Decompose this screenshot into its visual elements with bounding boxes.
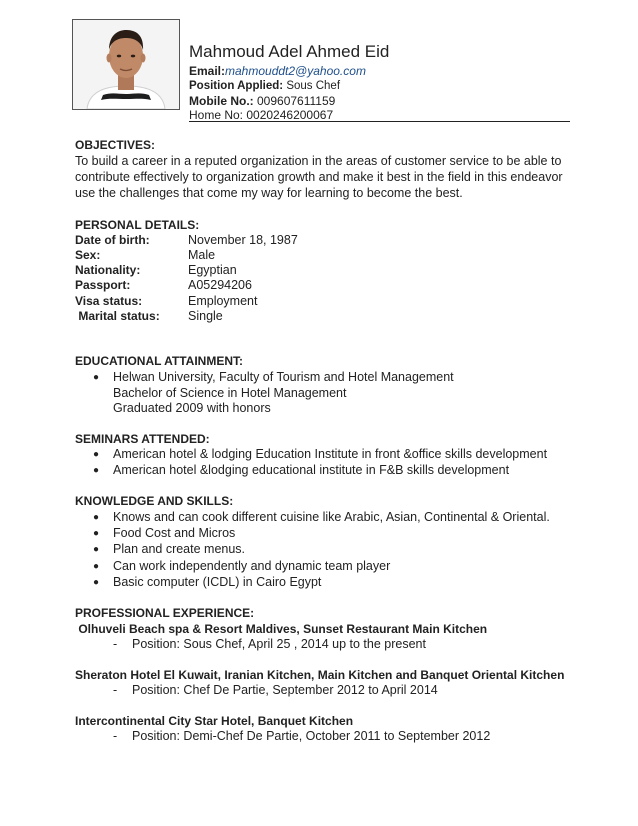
candidate-name: Mahmoud Adel Ahmed Eid (189, 42, 390, 61)
bullet-icon: ● (93, 512, 100, 523)
skill-item: Basic computer (ICDL) in Cairo Egypt (113, 575, 322, 589)
education-line: Bachelor of Science in Hotel Management (113, 386, 347, 400)
sex-value: Male (188, 248, 216, 262)
seminar-item: American hotel & lodging Education Institute in front &office skills development (113, 447, 548, 461)
job-employer: Intercontinental City Star Hotel, Banquet Kitchen (75, 714, 354, 728)
objectives-paragraph (75, 153, 565, 201)
dash-icon: - (113, 683, 118, 697)
profile-photo (72, 19, 180, 110)
skills-title: KNOWLEDGE AND SKILLS: (75, 494, 234, 508)
mobile-label: Mobile No.: (189, 94, 254, 108)
visa-status-value: Employment (188, 294, 258, 308)
person-portrait-icon (73, 20, 179, 109)
education-line: Graduated 2009 with honors (113, 401, 271, 415)
mobile-line (189, 94, 335, 108)
position-applied-line (189, 80, 340, 92)
education-title: EDUCATIONAL ATTAINMENT: (75, 354, 243, 368)
nationality-value: Egyptian (188, 263, 237, 277)
objective-line: use the challenges that come my way for learning to become the best. (75, 186, 463, 200)
dash-icon: - (113, 729, 118, 743)
bullet-icon: ● (93, 372, 100, 383)
seminar-item: American hotel &lodging educational institute in F&B skills development (113, 463, 510, 477)
marital-status-label: Marital status: (75, 309, 160, 323)
personal-details-title: PERSONAL DETAILS: (75, 218, 200, 232)
passport-label: Passport: (75, 278, 131, 292)
marital-status-value: Single (188, 309, 223, 323)
objective-line: contribute effectively to organization growth and make it best in the field in this endeavor (75, 170, 563, 184)
job-position: Position: Demi-Chef De Partie, October 2011 to September 2012 (132, 729, 491, 743)
bullet-icon: ● (93, 544, 100, 555)
header-divider (189, 121, 570, 122)
job-position: Position: Chef De Partie, September 2012 to April 2014 (132, 683, 438, 697)
sex-label: Sex: (75, 248, 101, 262)
experience-title: PROFESSIONAL EXPERIENCE: (75, 606, 255, 620)
job-employer: Sheraton Hotel El Kuwait, Iranian Kitchen, Main Kitchen and Banquet Oriental Kitchen (75, 668, 565, 682)
nationality-label: Nationality: (75, 263, 141, 277)
education-line: Helwan University, Faculty of Tourism and Hotel Management (113, 370, 454, 384)
position-applied-label: Position Applied: (189, 80, 284, 92)
seminars-title: SEMINARS ATTENDED: (75, 432, 210, 446)
objectives-title: OBJECTIVES: (75, 138, 156, 152)
skill-item: Plan and create menus. (113, 542, 246, 556)
passport-value: A05294206 (188, 278, 252, 292)
email-line (189, 64, 366, 78)
job-employer: Olhuveli Beach spa & Resort Maldives, Sunset Restaurant Main Kitchen (75, 622, 488, 636)
home-phone-line (189, 108, 333, 122)
visa-status-label: Visa status: (75, 294, 143, 308)
bullet-icon: ● (93, 449, 100, 460)
bullet-icon: ● (93, 577, 100, 588)
dob-label: Date of birth: (75, 233, 150, 247)
home-phone-value: 0020246200067 (243, 108, 334, 122)
bullet-icon: ● (93, 465, 100, 476)
skill-item: Knows and can cook different cuisine like Arabic, Asian, Continental & Oriental. (113, 510, 550, 524)
home-phone-label: Home No: (189, 108, 244, 122)
bullet-icon: ● (93, 528, 100, 539)
dash-icon: - (113, 637, 118, 651)
mobile-value: 009607611159 (253, 94, 336, 108)
skill-item: Can work independently and dynamic team player (113, 559, 391, 573)
email-link[interactable]: mahmouddt2@yahoo.com (225, 64, 366, 78)
job-position: Position: Sous Chef, April 25 , 2014 up to the present (132, 637, 426, 651)
skill-item: Food Cost and Micros (113, 526, 236, 540)
objective-line: To build a career in a reputed organization in the areas of customer service to be able to (75, 154, 562, 168)
bullet-icon: ● (93, 561, 100, 572)
position-applied-value: Sous Chef (283, 80, 341, 92)
email-label: Email: (189, 64, 226, 78)
dob-value: November 18, 1987 (188, 233, 298, 247)
